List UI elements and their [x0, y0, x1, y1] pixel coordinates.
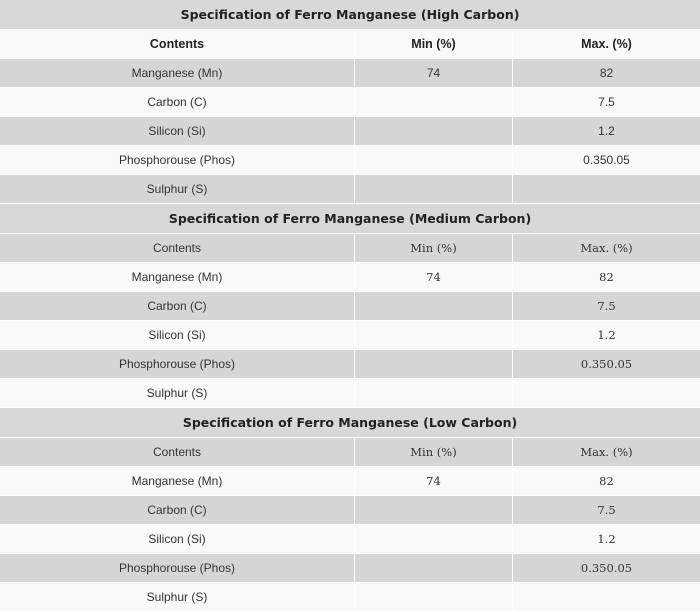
header-contents: Contents [0, 234, 355, 262]
spec-table-high-carbon [0, 0, 700, 204]
cell-content: Phosphorouse (Phos) [0, 350, 355, 378]
cell-content: Sulphur (S) [0, 583, 355, 611]
table-row [0, 496, 700, 525]
cell-min [355, 554, 513, 582]
table-row [0, 467, 700, 496]
cell-content: Phosphorouse (Phos) [0, 146, 355, 174]
cell-max: 7.5 [597, 503, 616, 517]
cell-content: Manganese (Mn) [0, 467, 355, 495]
table-row [0, 292, 700, 321]
header-max: Max. (%) [581, 37, 632, 51]
table-row [0, 88, 700, 117]
header-max: Max. (%) [580, 241, 633, 255]
table-header-row [0, 30, 700, 59]
table-title: Specification of Ferro Manganese (Medium Carbon) [0, 204, 700, 234]
cell-min [355, 496, 513, 524]
cell-max: 0.350.05 [580, 561, 633, 575]
cell-min [355, 350, 513, 378]
table-row [0, 175, 700, 204]
cell-min [355, 583, 513, 611]
cell-min [355, 292, 513, 320]
table-header-row [0, 438, 700, 467]
spec-table-low-carbon [0, 408, 700, 612]
header-max: Max. (%) [580, 445, 633, 459]
header-min: Min (%) [355, 30, 513, 58]
cell-min [355, 321, 513, 349]
cell-max: 82 [599, 474, 614, 488]
table-row [0, 350, 700, 379]
cell-content: Carbon (C) [0, 88, 355, 116]
cell-max: 1.2 [598, 124, 615, 138]
cell-content: Silicon (Si) [0, 117, 355, 145]
table-row [0, 117, 700, 146]
table-header-row [0, 234, 700, 263]
header-contents: Contents [0, 438, 355, 466]
cell-max: 82 [599, 66, 614, 80]
cell-content: Sulphur (S) [0, 379, 355, 407]
cell-max: 7.5 [598, 95, 615, 109]
table-row [0, 525, 700, 554]
cell-max: 7.5 [597, 299, 616, 313]
table-title: Specification of Ferro Manganese (Low Carbon) [0, 408, 700, 438]
table-row [0, 379, 700, 408]
cell-min [355, 175, 513, 203]
cell-max: 0.350.05 [583, 153, 630, 167]
cell-max [513, 583, 700, 611]
cell-max: 82 [599, 270, 614, 284]
cell-min [355, 117, 513, 145]
cell-min: 74 [355, 263, 513, 291]
cell-min: 74 [355, 467, 513, 495]
table-row [0, 263, 700, 292]
table-row [0, 554, 700, 583]
cell-max [513, 379, 700, 407]
table-row [0, 321, 700, 350]
cell-max: 1.2 [597, 328, 616, 342]
cell-content: Manganese (Mn) [0, 59, 355, 87]
cell-min [355, 146, 513, 174]
cell-content: Sulphur (S) [0, 175, 355, 203]
table-row [0, 59, 700, 88]
cell-min: 74 [355, 59, 513, 87]
cell-max: 1.2 [597, 532, 616, 546]
header-min: Min (%) [355, 438, 513, 466]
cell-content: Carbon (C) [0, 292, 355, 320]
cell-min [355, 525, 513, 553]
cell-max [513, 175, 700, 203]
header-contents: Contents [0, 30, 355, 58]
cell-min [355, 379, 513, 407]
cell-content: Phosphorouse (Phos) [0, 554, 355, 582]
cell-content: Carbon (C) [0, 496, 355, 524]
cell-content: Silicon (Si) [0, 525, 355, 553]
cell-max: 0.350.05 [580, 357, 633, 371]
table-title: Specification of Ferro Manganese (High Carbon) [0, 0, 700, 30]
cell-content: Silicon (Si) [0, 321, 355, 349]
cell-content: Manganese (Mn) [0, 263, 355, 291]
table-row [0, 146, 700, 175]
cell-min [355, 88, 513, 116]
spec-table-medium-carbon [0, 204, 700, 408]
header-min: Min (%) [355, 234, 513, 262]
